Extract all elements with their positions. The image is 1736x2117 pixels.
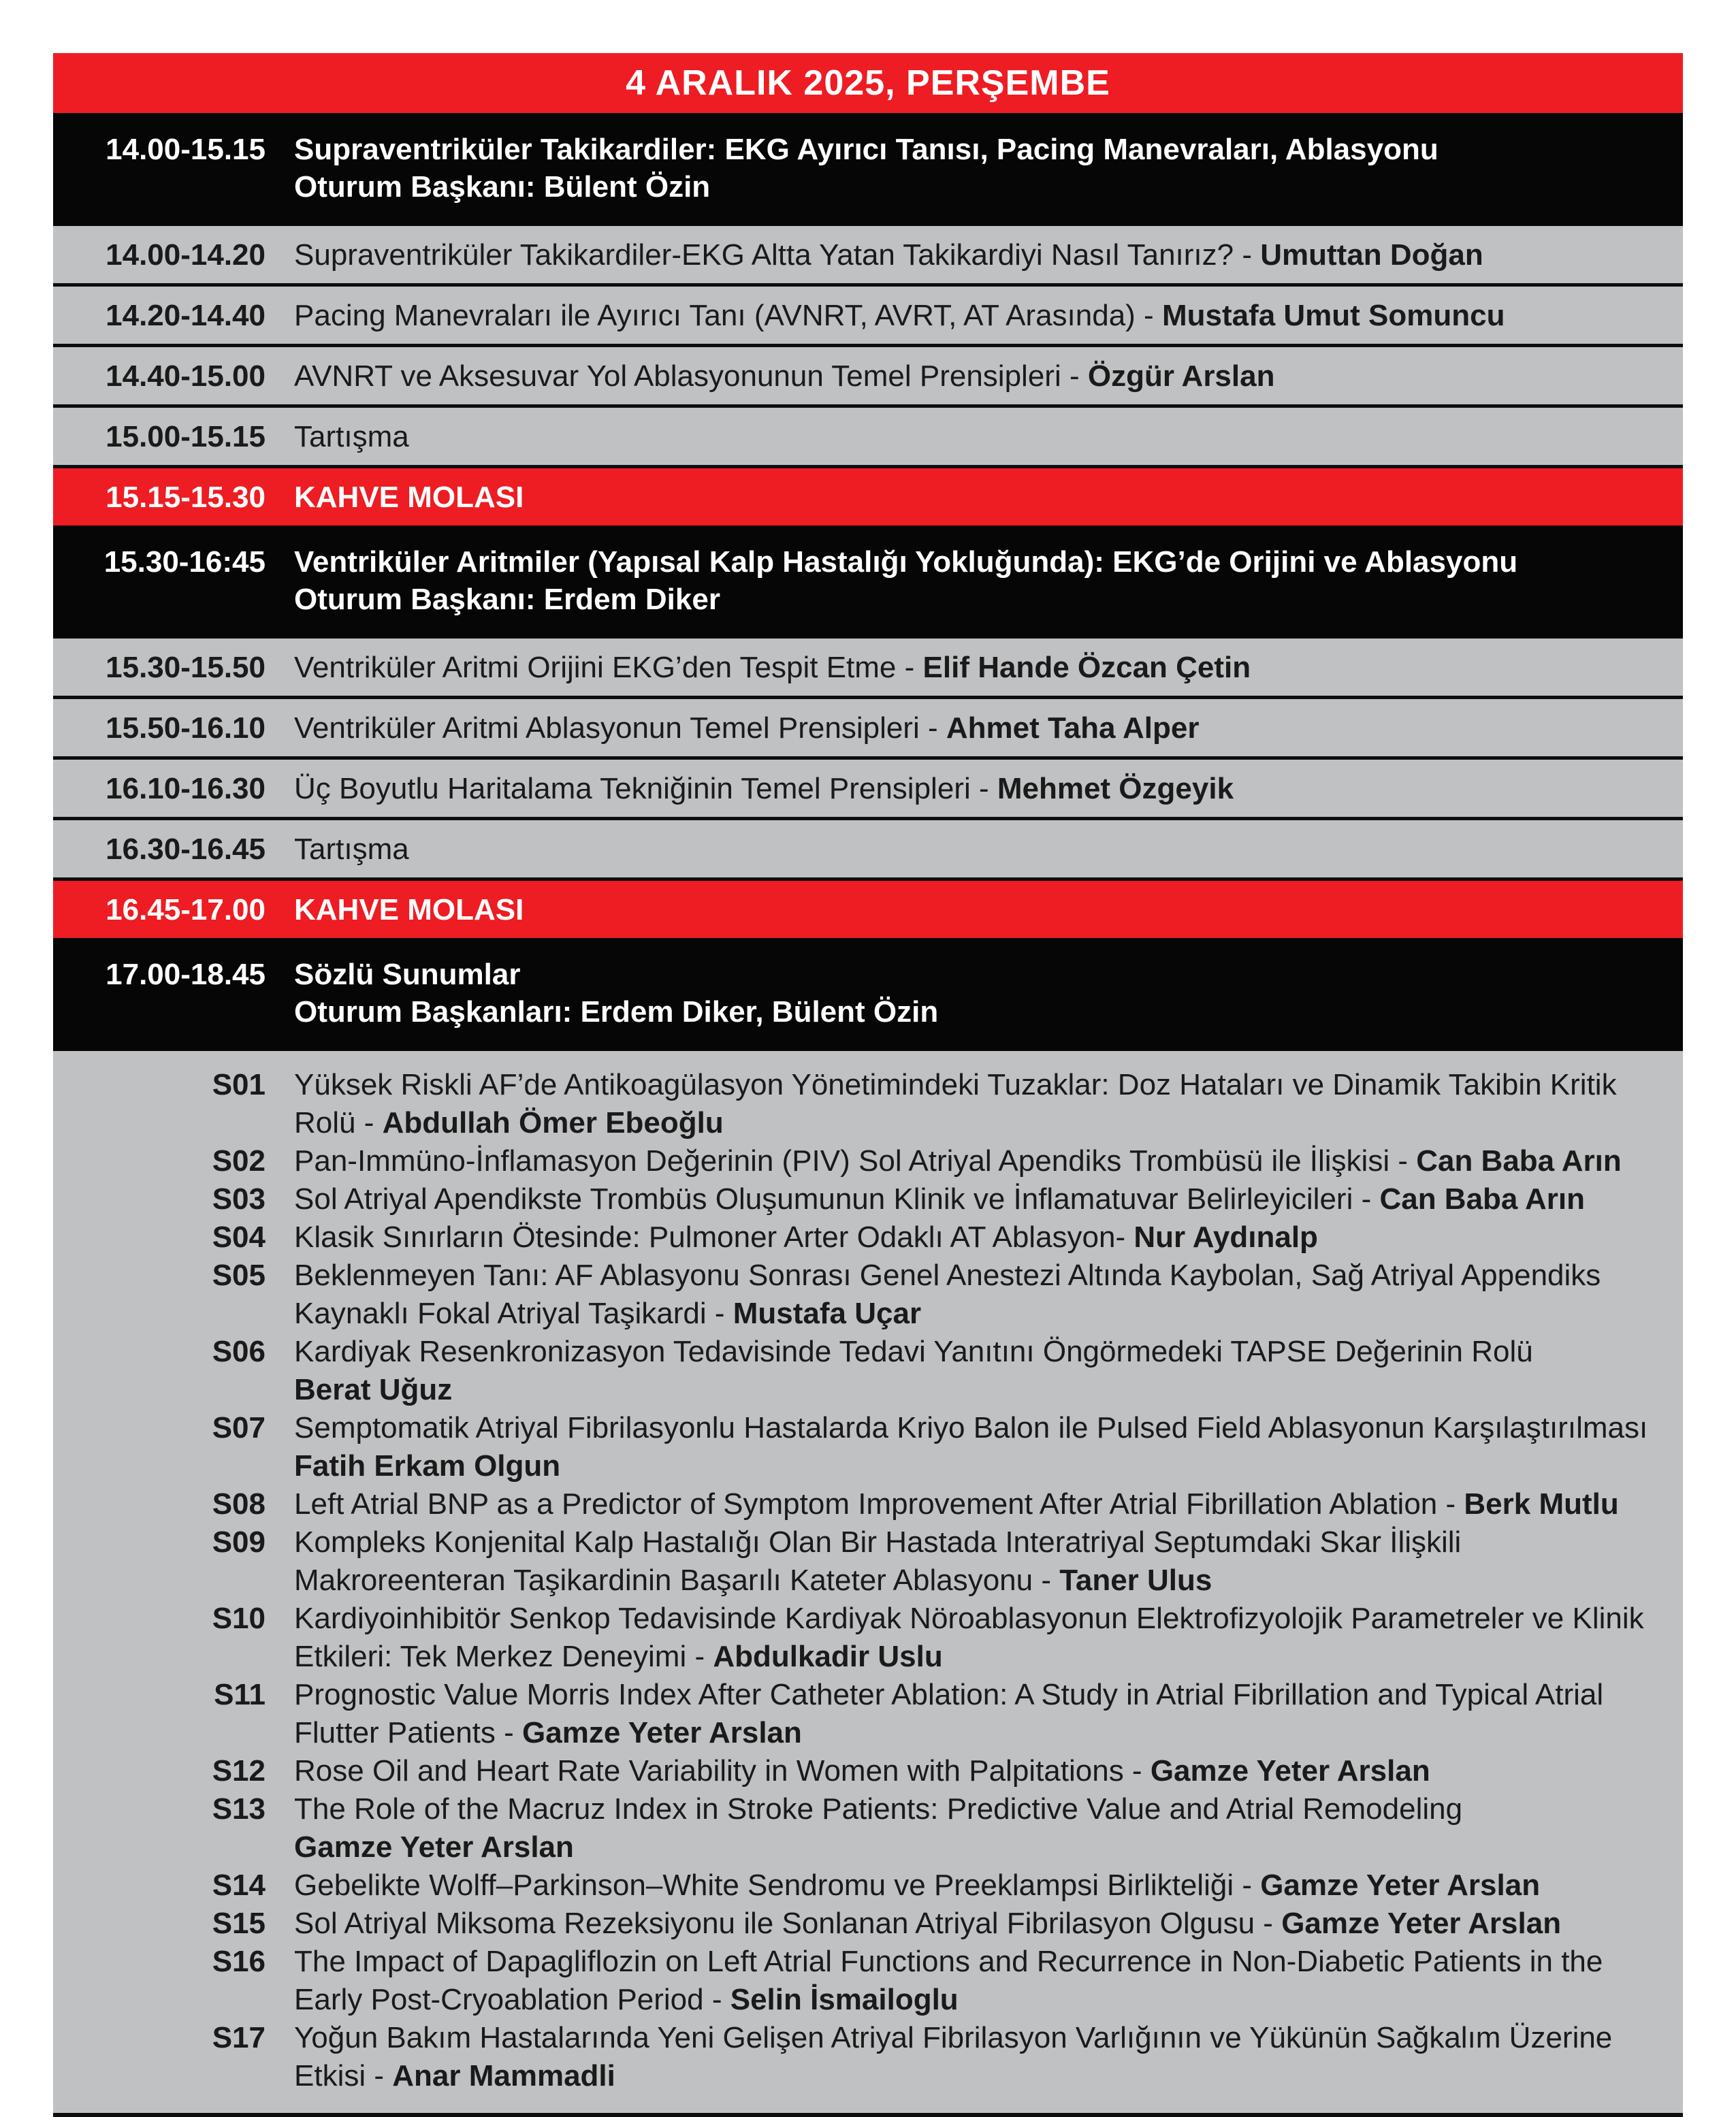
talk-title: AVNRT ve Aksesuvar Yol Ablasyonunun Temel Prensipleri [294,359,1061,393]
oral-presentation-item [53,1943,1683,2019]
speaker-name: Gamze Yeter Arslan [1260,1869,1541,1902]
speaker-separator: - [1234,1869,1261,1902]
break-cell [266,479,1683,516]
speaker-name: Mehmet Özgeyik [997,772,1234,805]
schedule-table [53,53,1683,2117]
speaker-name: Ahmet Taha Alper [946,711,1200,745]
speaker-name: Nur Aydınalp [1134,1221,1318,1254]
session-title: Ventriküler Aritmiler (Yapısal Kalp Hastalığı Yokluğunda): EKG’de Orijini ve Ablasyonu [294,545,1518,579]
session-title: Supraventriküler Takikardiler: EKG Ayırıcı Tanısı, Pacing Manevraları, Ablasyonu [294,133,1438,166]
speaker-name: Mustafa Umut Somuncu [1161,299,1505,332]
oral-presentation-title: Rose Oil and Heart Rate Variability in Women with Palpitations [294,1754,1124,1788]
oral-presentation-text [266,1142,1683,1180]
break-cell [266,891,1683,928]
session-chair: Oturum Başkanı: Bülent Özin [294,170,711,204]
oral-presentation-id: S14 [212,1869,266,1902]
day-header-title: 4 ARALIK 2025, PERŞEMBE [626,63,1110,103]
speaker-name: Umuttan Doğan [1260,238,1483,272]
speaker-separator: - [970,772,997,805]
talk-row [53,408,1683,468]
speaker-name: Elif Hande Özcan Çetin [922,651,1251,684]
schedule-rows [53,113,1683,2117]
speaker-separator: - [1234,238,1261,272]
time-range: 15.30-16:45 [103,545,266,579]
oral-presentation-item [53,1485,1683,1523]
oral-presentation-item [53,1066,1683,1142]
talk-row [53,287,1683,347]
oral-presentation-id: S10 [212,1602,266,1635]
talk-title: Tartışma [294,833,409,866]
oral-presentation-item [53,1180,1683,1218]
talk-cell [266,297,1683,334]
session-cell [266,131,1683,206]
oral-presentation-text [266,1333,1683,1409]
speaker-separator: - [1123,1754,1151,1788]
oral-presentation-item [53,1905,1683,1943]
break-row [53,881,1683,938]
oral-presentation-item [53,1600,1683,1676]
oral-presentation-id: S05 [212,1259,266,1292]
oral-presentation-title: Gebelikte Wolff–Parkinson–White Sendromu ve Preeklampsi Birlikteliği [294,1869,1234,1902]
time-range: 16.45-17.00 [106,893,266,926]
oral-presentation-title: The Role of the Macruz Index in Stroke Patients: Predictive Value and Atrial Remodeling [294,1792,1463,1826]
speaker-name: Can Baba Arın [1416,1144,1622,1178]
session-chair: Oturum Başkanları: Erdem Diker, Bülent Özin [294,995,939,1029]
speaker-name: Abdullah Ömer Ebeoğlu [382,1106,724,1140]
time-range: 15.15-15.30 [106,481,266,514]
speaker-name: Anar Mammadli [392,2059,615,2092]
speaker-separator: - [686,1640,713,1673]
oral-presentation-title: Kardiyak Resenkronizasyon Tedavisinde Tedavi Yanıtını Öngörmedeki TAPSE Değerinin Rolü [294,1335,1533,1368]
oral-presentation-text [266,1752,1683,1790]
talk-title: Supraventriküler Takikardiler-EKG Altta Yatan Takikardiyi Nasıl Tanırız? [294,238,1234,272]
oral-presentation-title: Prognostic Value Morris Index After Catheter Ablation: A Study in Atrial Fibrillation and Typical Atrial Flutter Patients [294,1678,1604,1749]
break-label: KAHVE MOLASI [294,893,524,926]
oral-presentation-item [53,1866,1683,1905]
oral-presentation-text [266,1790,1683,1866]
session-row [53,113,1683,226]
talk-cell [266,357,1683,395]
oral-presentation-title: Yoğun Bakım Hastalarında Yeni Gelişen Atriyal Fibrilasyon Varlığının ve Yükünün Sağkalım Üzerine Etkisi [294,2021,1613,2092]
speaker-separator: - [1437,1487,1464,1521]
oral-presentation-title: Semptomatik Atriyal Fibrilasyonlu Hastalarda Kriyo Balon ile Pulsed Field Ablasyonun Karşılaştırılması [294,1411,1648,1444]
oral-presentation-title: Pan-Immüno-İnflamasyon Değerinin (PIV) Sol Atriyal Apendiks Trombüsü ile İlişkisi [294,1144,1390,1178]
oral-presentation-title: Sol Atriyal Apendikste Trombüs Oluşumunun Klinik ve İnflamatuvar Belirleyicileri [294,1182,1353,1216]
session-title: Sözlü Sunumlar [294,958,521,991]
time-range: 15.30-15.50 [106,651,266,684]
talk-cell [266,649,1683,686]
speaker-name: Selin İsmailoglu [730,1983,959,2016]
oral-presentation-id: S11 [214,1678,266,1711]
oral-presentation-text [266,1866,1683,1905]
oral-presentation-item [53,1676,1683,1752]
talk-row [53,820,1683,881]
speaker-name: Berk Mutlu [1464,1487,1619,1521]
oral-presentation-item [53,1142,1683,1180]
talk-row [53,699,1683,760]
speaker-name: Özgür Arslan [1087,359,1275,393]
oral-presentation-id: S15 [212,1907,266,1940]
time-range: 14.20-14.40 [106,299,266,332]
oral-presentation-id: S12 [212,1754,266,1788]
speaker-name: Fatih Erkam Olgun [294,1449,561,1483]
session-chair: Oturum Başkanı: Erdem Diker [294,583,720,616]
speaker-name: Gamze Yeter Arslan [294,1830,574,1864]
session-row [53,938,1683,1051]
speaker-separator: - [1061,359,1088,393]
oral-presentation-title: Left Atrial BNP as a Predictor of Symptom Improvement After Atrial Fibrillation Ablation [294,1487,1438,1521]
talk-cell [266,236,1683,274]
oral-presentation-text [266,1943,1683,2019]
speaker-separator: - [1255,1907,1282,1940]
oral-presentation-item [53,1752,1683,1790]
oral-presentation-item [53,1523,1683,1600]
oral-presentation-text [266,1218,1683,1257]
speaker-name: Can Baba Arın [1379,1182,1585,1216]
oral-presentation-id: S01 [212,1068,266,1101]
speaker-separator: - [366,2059,393,2092]
oral-presentation-title: Klasik Sınırların Ötesinde: Pulmoner Arter Odaklı AT Ablasyon [294,1221,1116,1254]
speaker-separator: - [1353,1182,1380,1216]
time-range: 17.00-18.45 [106,958,266,991]
speaker-separator: - [355,1106,383,1140]
day-header [53,53,1683,113]
speaker-name: Gamze Yeter Arslan [1150,1754,1430,1788]
oral-presentations-block [53,1051,1683,2117]
time-range: 16.10-16.30 [106,772,266,805]
oral-presentation-text [266,1180,1683,1218]
oral-presentation-text [266,1523,1683,1600]
oral-presentation-item [53,1218,1683,1257]
talk-cell [266,830,1683,868]
speaker-name: Taner Ulus [1059,1564,1212,1597]
oral-presentation-title: The Impact of Dapagliflozin on Left Atrial Functions and Recurrence in Non-Diabetic Patients in the Early Post-Cryoablation Period [294,1945,1603,2016]
talk-row [53,226,1683,287]
oral-presentation-text [266,1485,1683,1523]
talk-title: Tartışma [294,420,409,453]
session-cell [266,543,1683,618]
speaker-separator: - [1389,1144,1417,1178]
oral-presentation-text [266,1066,1683,1142]
talk-row [53,347,1683,408]
break-row [53,468,1683,526]
oral-presentation-item [53,1790,1683,1866]
speaker-separator: - [1115,1221,1134,1254]
speaker-separator: - [495,1716,523,1749]
oral-presentation-title: Sol Atriyal Miksoma Rezeksiyonu ile Sonlanan Atriyal Fibrilasyon Olgusu [294,1907,1255,1940]
talk-title: Ventriküler Aritmi Orijini EKG’den Tespit Etme [294,651,897,684]
talk-row [53,760,1683,820]
speaker-separator: - [896,651,923,684]
talk-title: Üç Boyutlu Haritalama Tekniğinin Temel Prensipleri [294,772,971,805]
oral-presentation-id: S07 [212,1411,266,1444]
oral-presentation-title: Beklenmeyen Tanı: AF Ablasyonu Sonrası Genel Anestezi Altında Kaybolan, Sağ Atriyal Appendiks Kaynaklı Fokal Atriyal Taşikardi [294,1259,1601,1330]
speaker-separator: - [703,1983,730,2016]
oral-presentation-id: S13 [212,1792,266,1826]
oral-presentation-text [266,1600,1683,1676]
oral-presentation-text [266,1257,1683,1333]
speaker-name: Abdulkadir Uslu [713,1640,943,1673]
time-range: 16.30-16.45 [106,833,266,866]
oral-presentation-id: S09 [212,1525,266,1559]
session-row [53,526,1683,639]
oral-presentation-id: S02 [212,1144,266,1178]
oral-presentation-item [53,1333,1683,1409]
speaker-separator: - [706,1297,733,1330]
oral-presentation-text [266,1676,1683,1752]
speaker-name: Mustafa Uçar [733,1297,922,1330]
oral-presentation-title: Kardiyoinhibitör Senkop Tedavisinde Kardiyak Nöroablasyonun Elektrofizyolojik Parametreler ve Klinik Etkileri: Tek Merkez Deneyimi [294,1602,1644,1673]
talk-title: Pacing Manevraları ile Ayırıcı Tanı (AVNRT, AVRT, AT Arasında) [294,299,1136,332]
time-range: 14.00-15.15 [106,133,266,166]
oral-presentation-id: S04 [212,1221,266,1254]
talk-title: Ventriküler Aritmi Ablasyonun Temel Prensipleri [294,711,920,745]
oral-presentation-title: Yüksek Riskli AF’de Antikoagülasyon Yönetimindeki Tuzaklar: Doz Hataları ve Dinamik Takibin Kritik Rolü [294,1068,1617,1140]
oral-presentation-id: S17 [212,2021,266,2054]
speaker-name: Gamze Yeter Arslan [1281,1907,1562,1940]
talk-row [53,639,1683,699]
oral-presentation-id: S06 [212,1335,266,1368]
speaker-separator: - [919,711,946,745]
oral-presentation-text [266,2019,1683,2095]
session-cell [266,956,1683,1031]
time-range: 15.00-15.15 [106,420,266,453]
time-range: 14.00-14.20 [106,238,266,272]
oral-presentation-id: S03 [212,1182,266,1216]
speaker-name: Berat Uğuz [294,1373,453,1406]
oral-presentation-title: Kompleks Konjenital Kalp Hastalığı Olan Bir Hastada Interatriyal Septumdaki Skar İlişkili Makroreenteran Taşikardinin Başarılı Kateter Ablasyonu [294,1525,1462,1597]
time-range: 14.40-15.00 [106,359,266,393]
oral-presentation-item [53,1409,1683,1485]
oral-presentation-id: S16 [212,1945,266,1978]
talk-cell [266,418,1683,455]
talk-cell [266,770,1683,807]
oral-presentation-text [266,1905,1683,1943]
oral-presentation-id: S08 [212,1487,266,1521]
oral-presentation-item [53,1257,1683,1333]
oral-presentation-text [266,1409,1683,1485]
talk-cell [266,709,1683,747]
speaker-separator: - [1135,299,1162,332]
break-label: KAHVE MOLASI [294,481,524,514]
time-range: 15.50-16.10 [106,711,266,745]
speaker-name: Gamze Yeter Arslan [522,1716,802,1749]
speaker-separator: - [1033,1564,1060,1597]
oral-presentation-item [53,2019,1683,2095]
